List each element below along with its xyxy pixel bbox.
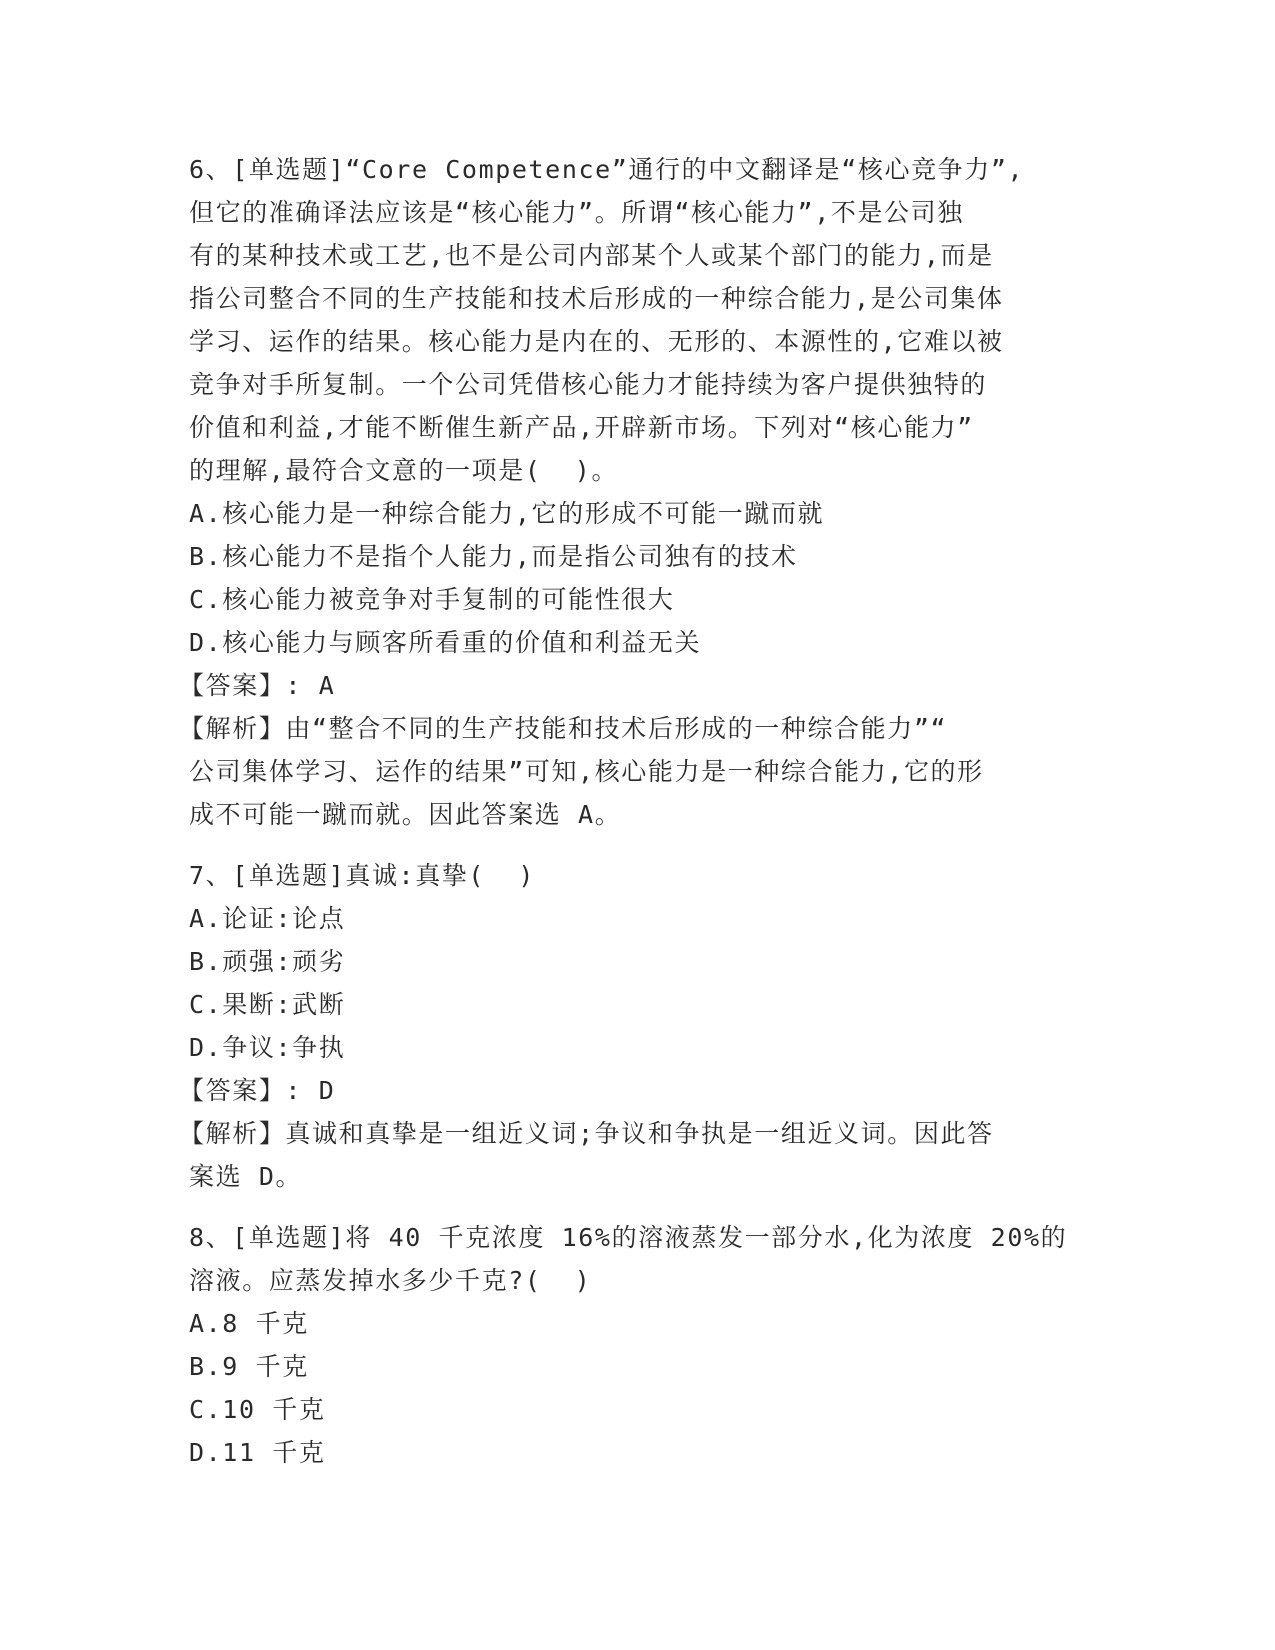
question-stem-line: 8、[单选题]将 40 千克浓度 16%的溶液蒸发一部分水,化为浓度 20%的 <box>189 1223 1068 1252</box>
option-c: C.果断:武断 <box>189 990 346 1019</box>
option-a: A.核心能力是一种综合能力,它的形成不可能一蹴而就 <box>189 499 825 528</box>
option-d: D.争议:争执 <box>189 1033 346 1062</box>
answer-line: 【答案】: D <box>179 1076 336 1105</box>
option-c: C.核心能力被竞争对手复制的可能性很大 <box>189 585 675 614</box>
option-d: D.11 千克 <box>189 1438 326 1467</box>
question-stem-line: 6、[单选题]“Core Competence”通行的中文翻译是“核心竞争力”, <box>189 155 1025 184</box>
option-d: D.核心能力与顾客所看重的价值和利益无关 <box>189 628 702 657</box>
question-stem-line: 但它的准确译法应该是“核心能力”。所谓“核心能力”,不是公司独 <box>189 198 964 227</box>
option-b: B.顽强:顽劣 <box>189 947 346 976</box>
question-stem-line: 学习、运作的结果。核心能力是内在的、无形的、本源性的,它难以被 <box>189 327 1004 356</box>
option-a: A.论证:论点 <box>189 904 346 933</box>
question-stem-line: 指公司整合不同的生产技能和技术后形成的一种综合能力,是公司集体 <box>189 284 1004 313</box>
question-stem-line: 7、[单选题]真诚:真挚( ) <box>189 861 536 890</box>
question-stem-line: 有的某种技术或工艺,也不是公司内部某个人或某个部门的能力,而是 <box>189 241 994 270</box>
analysis-line: 【解析】真诚和真挚是一组近义词;争议和争执是一组近义词。因此答 <box>179 1119 994 1148</box>
question-8 <box>189 1216 1089 1474</box>
question-stem-line: 竞争对手所复制。一个公司凭借核心能力才能持续为客户提供独特的 <box>189 370 988 399</box>
option-c: C.10 千克 <box>189 1395 326 1424</box>
question-stem-line: 价值和利益,才能不断催生新产品,开辟新市场。下列对“核心能力” <box>189 413 974 442</box>
option-a: A.8 千克 <box>189 1309 309 1338</box>
document-page <box>179 148 1089 1492</box>
question-stem-line: 的理解,最符合文意的一项是( )。 <box>189 456 619 485</box>
analysis-line: 案选 D。 <box>189 1162 303 1191</box>
analysis-line: 公司集体学习、运作的结果”可知,核心能力是一种综合能力,它的形 <box>189 757 984 786</box>
option-b: B.9 千克 <box>189 1352 309 1381</box>
question-6 <box>179 148 1089 836</box>
question-stem-line: 溶液。应蒸发掉水多少千克?( ) <box>189 1266 592 1295</box>
analysis-line: 【解析】由“整合不同的生产技能和技术后形成的一种综合能力”“ <box>179 714 948 743</box>
answer-line: 【答案】: A <box>179 671 336 700</box>
question-7 <box>179 854 1089 1198</box>
option-b: B.核心能力不是指个人能力,而是指公司独有的技术 <box>189 542 798 571</box>
analysis-line: 成不可能一蹴而就。因此答案选 A。 <box>189 800 622 829</box>
